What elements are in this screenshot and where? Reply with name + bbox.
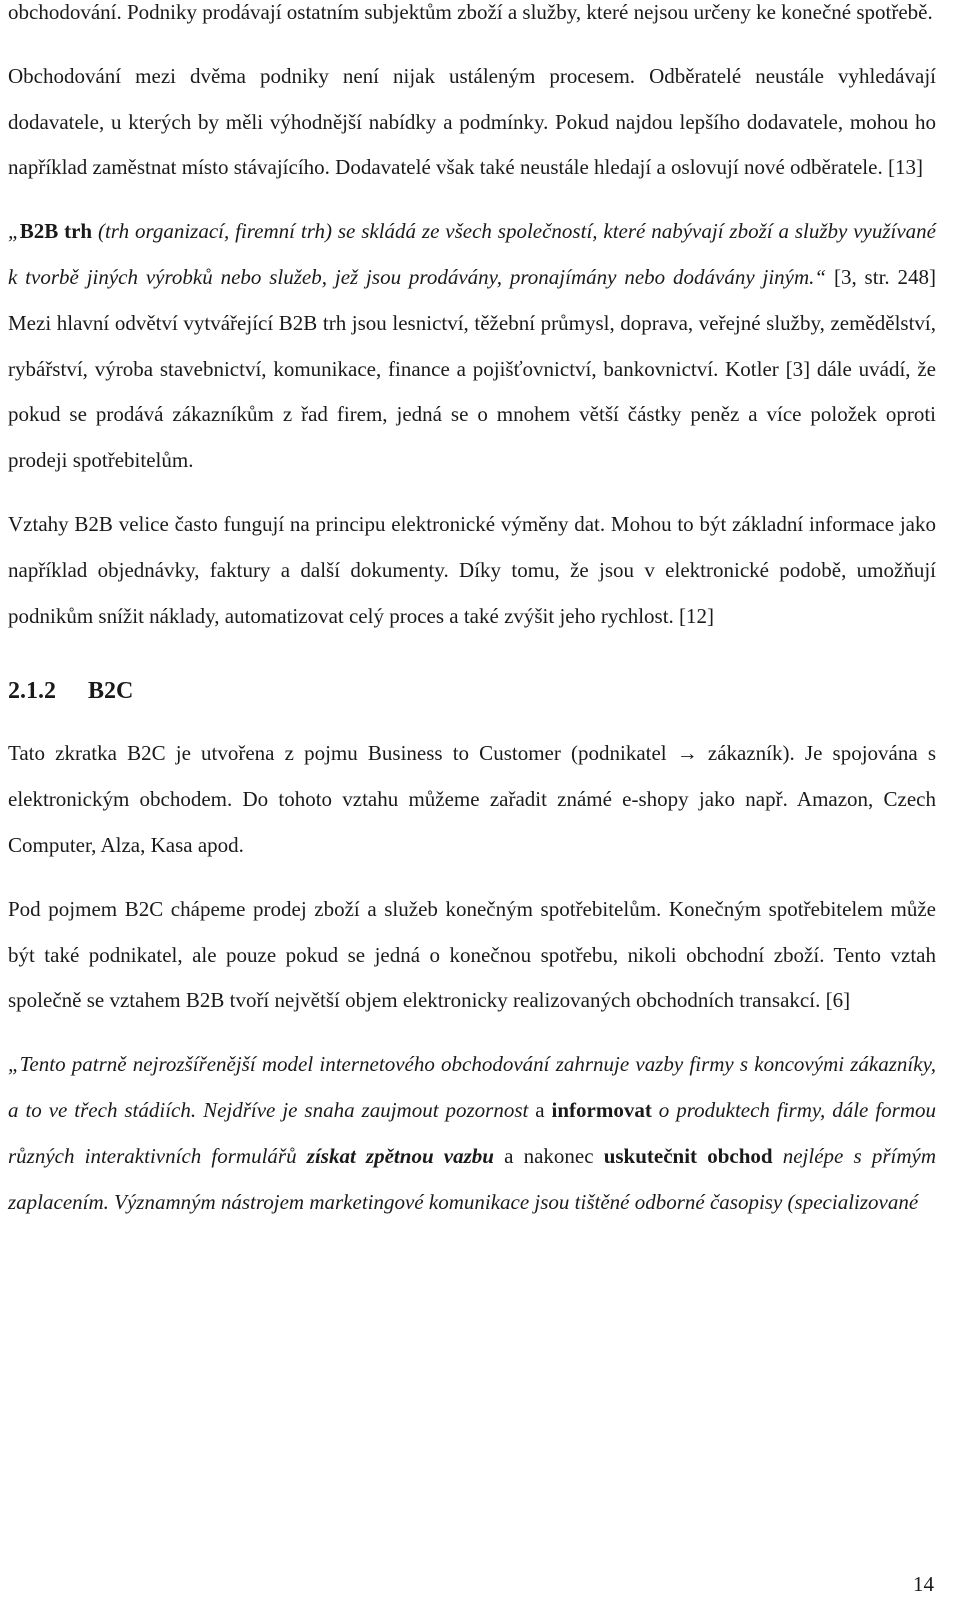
- paragraph: [8, 0, 936, 36]
- section-number: 2.1.2: [8, 678, 56, 705]
- page-number: 14: [913, 1572, 934, 1596]
- text-run: a nakonec: [493, 1143, 604, 1168]
- text-run: Tato zkratka B2C je utvořena z pojmu Business to Customer (podnikatel → zákazník). Je spojována s elektronickým obchodem. Do tohoto vztahu můžeme zařadit známé e-shopy jako např. Amazon, Czech Computer, Alza, Kasa apod.: [8, 741, 936, 857]
- paragraph: [8, 502, 936, 639]
- text-run: a: [528, 1097, 552, 1122]
- text-run: [3, str. 248] Mezi hlavní odvětví vytvářející B2B trh jsou lesnictví, těžební průmysl, doprava, veřejné služby, zemědělství, rybářství, výroba stavebnictví, komunikace, finance a pojišťovnictví, bankovnictví. Kotler [3] dále uvádí, že pokud se prodává zákazníkům z řad firem, jedná se o mnohem větší částky peněz a více položek oproti prodeji spotřebitelům.: [8, 264, 937, 473]
- text-run: o produktech firmy, dále formou různých interaktivních formulářů: [8, 1097, 936, 1168]
- text-run: B2B trh: [19, 219, 93, 244]
- document-page: [8, 0, 936, 1225]
- text-run: Obchodování mezi dvěma podniky není nijak ustáleným procesem. Odběratelé neustále vyhledávají dodavatele, u kterých by měli výhodnější nabídky a podmínky. Pokud najdou lepšího dodavatele, mohou ho například zaměstnat místo stávajícího. Dodavatelé však také neustále hledají a oslovují nové odběratele. [13]: [8, 63, 936, 180]
- text-run: Vztahy B2B velice často fungují na principu elektronické výměny dat. Mohou to být základní informace jako například objednávky, faktury a další dokumenty. Díky tomu, že jsou v elektronické podobě, umožňují podnikům snížit náklady, automatizovat celý proces a také zvýšit jeho rychlost. [12]: [8, 511, 936, 628]
- paragraph: [8, 731, 936, 868]
- text-run: informovat: [551, 1097, 652, 1122]
- paragraph: [8, 54, 936, 191]
- text-run: Pod pojmem B2C chápeme prodej zboží a služeb konečným spotřebitelům. Konečným spotřebitelem může být také podnikatel, ale pouze pokud se jedná o konečnou spotřebu, nikoli obchodní zboží. Tento vztah společně se vztahem B2B tvoří největší objem elektronicky realizovaných obchodních transakcí. [6]: [8, 896, 936, 1013]
- text-run: (trh organizací, firemní trh) se skládá ze všech společností, které nabývají zboží a služby využívané k tvorbě jiných výrobků nebo služeb, jež jsou prodávány, pronajímány nebo dodávány jiným.“: [8, 219, 936, 289]
- text-run: obchodování. Podniky prodávají ostatním subjektům zboží a služby, které nejsou určeny ke konečné spotřebě.: [8, 0, 933, 24]
- text-run: „Tento patrně nejrozšířenější model internetového obchodování zahrnuje vazby firmy s koncovými zákazníky, a to ve třech stádiích. Nejdříve je snaha zaujmout pozornost: [8, 1052, 936, 1122]
- section-title: B2C: [88, 678, 134, 705]
- text-run: uskutečnit obchod: [603, 1143, 773, 1168]
- section-heading: [8, 671, 936, 711]
- text-run: „: [8, 219, 20, 244]
- text-run: získat zpětnou vazbu: [306, 1143, 494, 1168]
- paragraph: [8, 1042, 936, 1225]
- paragraph: [8, 887, 936, 1024]
- text-run: nejlépe s přímým zaplacením. Významným nástrojem marketingové komunikace jsou tištěné odborné časopisy (specializované: [8, 1143, 937, 1214]
- paragraph: [8, 209, 936, 484]
